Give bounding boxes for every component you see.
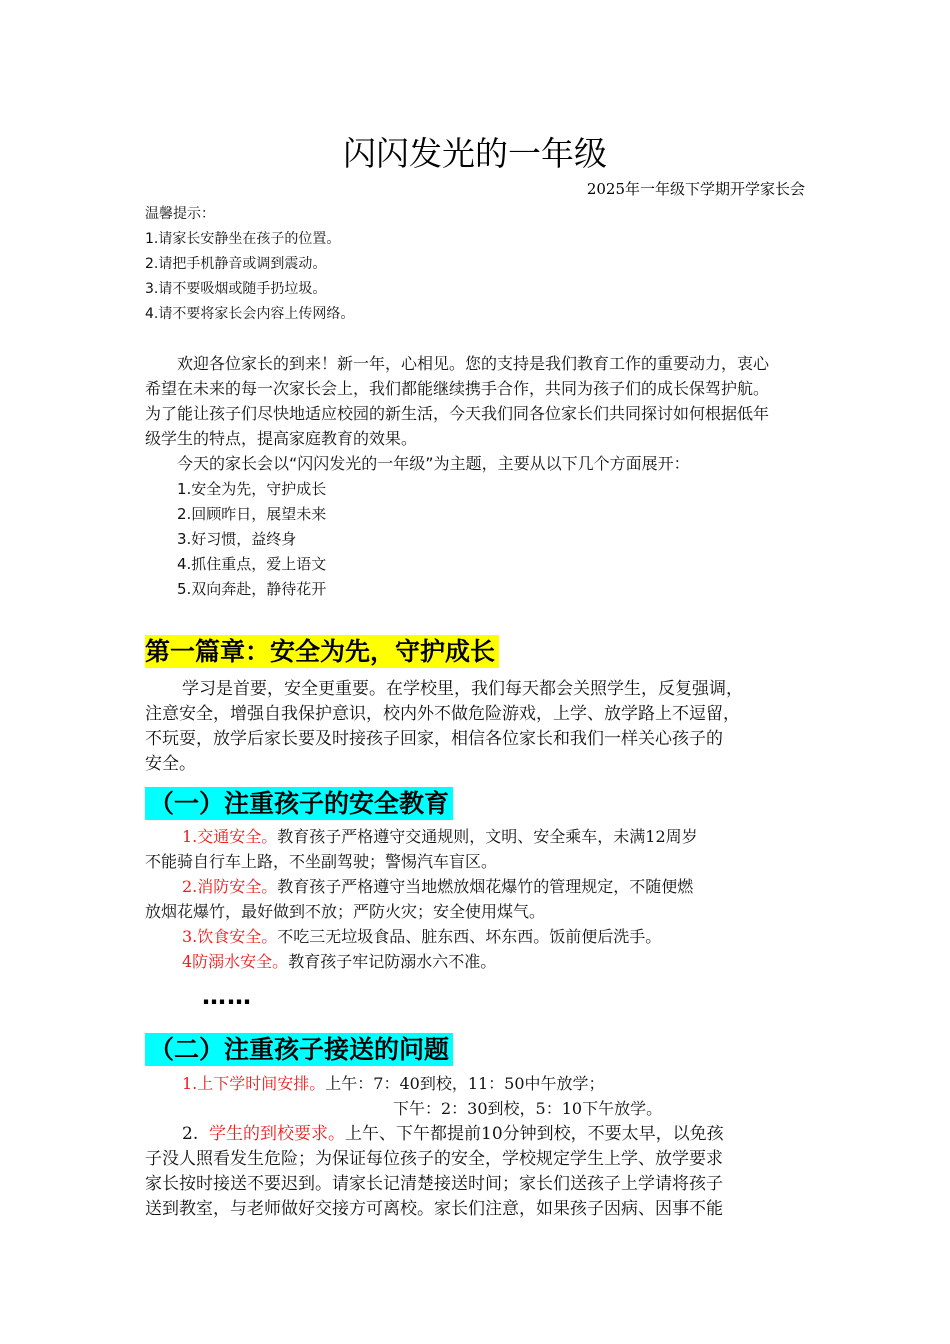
safety-item-text: 教育孩子严格遵守当地燃放烟花爆竹的管理规定，不随便燃 (277, 877, 694, 896)
tip-item: 3.请不要吸烟或随手扔垃圾。 (145, 281, 327, 297)
section-heading (145, 1030, 453, 1066)
safety-item-text: 教育孩子严格遵守交通规则，文明、安全乘车，未满12周岁 (277, 827, 698, 846)
ellipsis: …… (202, 982, 252, 1010)
arrival-line: 子没人照看发生危险；为保证每位孩子的安全，学校规定学生上学、放学要求 (145, 1149, 723, 1169)
schedule-item-text: 上午：7：40到校，11：50中午放学； (325, 1074, 605, 1093)
tip-item: 4.请不要将家长会内容上传网络。 (145, 306, 355, 322)
arrival-item-text: 上午、下午都提前10分钟到校，不要太早，以免孩 (345, 1124, 724, 1144)
section-heading-text: （一）注重孩子的安全教育 (145, 787, 453, 820)
chapter-line: 学习是首要，安全更重要。在学校里，我们每天都会关照学生，反复强调， (182, 679, 743, 699)
safety-item (182, 825, 698, 850)
chapter-line: 不玩耍，放学后家长要及时接孩子回家，相信各位家长和我们一样关心孩子的 (145, 729, 723, 749)
tip-item: 1.请家长安静坐在孩子的位置。 (145, 231, 341, 247)
topic-item: 5.双向奔赴，静待花开 (177, 580, 327, 598)
safety-item-text: 不吃三无垃圾食品、脏东西、坏东西。饭前便后洗手。 (277, 927, 662, 946)
safety-item-label: 4防溺水安全。 (182, 952, 289, 971)
safety-item-label: 3.饮食安全。 (182, 927, 278, 946)
section-heading (145, 784, 453, 820)
safety-item (182, 950, 496, 975)
arrival-item (182, 1122, 724, 1147)
topic-item: 3.好习惯，益终身 (177, 530, 297, 548)
topic-item: 1.安全为先，守护成长 (177, 480, 327, 498)
safety-item-label: 2.消防安全。 (182, 877, 278, 896)
tip-item: 2.请把手机静音或调到震动。 (145, 256, 327, 272)
topic-item: 2.回顾昨日，展望未来 (177, 505, 327, 523)
topic-item: 4.抓住重点，爱上语文 (177, 555, 327, 573)
document-subtitle: 2025年一年级下学期开学家长会 (586, 180, 805, 198)
arrival-line: 送到教室，与老师做好交接方可离校。家长们注意，如果孩子因病、因事不能 (145, 1199, 723, 1219)
schedule-item (182, 1072, 605, 1097)
safety-item-text: 教育孩子牢记防溺水六不准。 (288, 952, 497, 971)
safety-item-cont: 放烟花爆竹，最好做到不放；严防火灾；安全使用煤气。 (145, 902, 546, 921)
arrival-item-number: 2. (182, 1124, 199, 1144)
schedule-item-label: 1.上下学时间安排。 (182, 1074, 326, 1093)
tips-heading: 温馨提示： (145, 206, 215, 222)
safety-item (182, 925, 661, 950)
safety-item-label: 1.交通安全。 (182, 827, 278, 846)
arrival-line: 家长按时接送不要迟到。请家长记清楚接送时间；家长们送孩子上学请将孩子 (145, 1174, 723, 1194)
intro-line: 为了能让孩子们尽快地适应校园的新生活，今天我们同各位家长们共同探讨如何根据低年 (145, 404, 770, 423)
arrival-item-label: 学生的到校要求。 (209, 1124, 346, 1144)
intro-theme-line: 今天的家长会以“闪闪发光的一年级”为主题，主要从以下几个方面展开： (177, 454, 690, 473)
schedule-item-cont: 下午：2：30到校，5：10下午放学。 (393, 1099, 663, 1118)
chapter-heading-text: 第一篇章：安全为先，守护成长 (145, 635, 499, 668)
section-heading-text: （二）注重孩子接送的问题 (145, 1033, 453, 1066)
safety-item (182, 875, 693, 900)
chapter-heading (145, 632, 499, 668)
intro-line: 希望在未来的每一次家长会上，我们都能继续携手合作，共同为孩子们的成长保驾护航。 (145, 379, 770, 398)
document-title: 闪闪发光的一年级 (343, 134, 607, 173)
intro-line: 级学生的特点，提高家庭教育的效果。 (145, 429, 418, 448)
chapter-line: 注意安全，增强自我保护意识，校内外不做危险游戏，上学、放学路上不逗留， (145, 704, 740, 724)
safety-item-cont: 不能骑自行车上路，不坐副驾驶；警惕汽车盲区。 (145, 852, 498, 871)
intro-line: 欢迎各位家长的到来！新一年，心相见。您的支持是我们教育工作的重要动力，衷心 (177, 354, 770, 373)
chapter-line: 安全。 (145, 754, 196, 774)
